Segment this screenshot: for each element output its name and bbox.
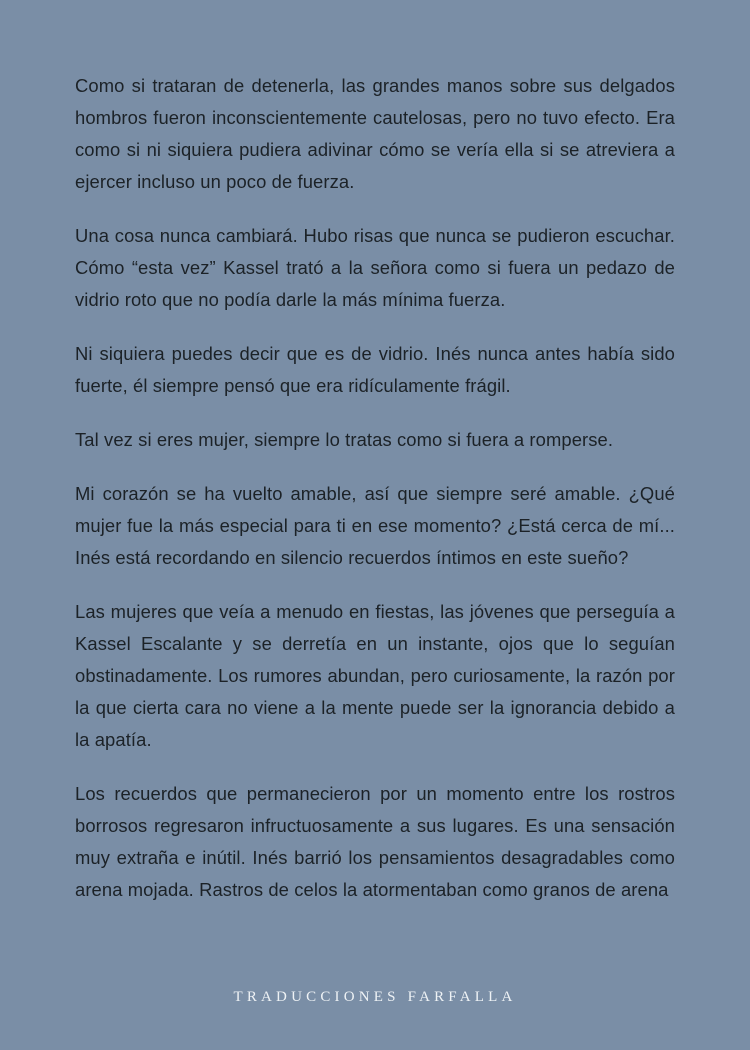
paragraph: Una cosa nunca cambiará. Hubo risas que nunca se pudieron escuchar. Cómo “esta vez” Kassel trató a la señora como si fuera un pedazo de vidrio roto que no podía darle la más mínima fuerza. — [75, 225, 675, 310]
translation-credit: TRADUCCIONES FARFALLA — [233, 989, 517, 1005]
paragraph: Tal vez si eres mujer, siempre lo tratas como si fuera a romperse. — [75, 429, 614, 450]
paragraph: Como si trataran de detenerla, las grandes manos sobre sus delgados hombros fueron inconscientemente cautelosas, pero no tuvo efecto. Era como si ni siquiera pudiera adivinar cómo se vería ella si se atreviera a ejercer incluso un poco de fuerza. — [75, 75, 675, 192]
paragraph: Los recuerdos que permanecieron por un momento entre los rostros borrosos regresaron infructuosamente a sus lugares. Es una sensación muy extraña e inútil. Inés barrió los pensamientos desagradables como arena mojada. Rastros de celos la atormentaban como granos de arena — [75, 783, 675, 900]
story-text-body — [75, 70, 675, 906]
paragraph: Las mujeres que veía a menudo en fiestas, las jóvenes que perseguía a Kassel Escalante y se derretía en un instante, ojos que lo seguían obstinadamente. Los rumores abundan, pero curiosamente, la razón por la que cierta cara no viene a la mente puede ser la ignorancia debido a la apatía. — [75, 601, 675, 750]
paragraph: Mi corazón se ha vuelto amable, así que siempre seré amable. ¿Qué mujer fue la más especial para ti en ese momento? ¿Está cerca de mí... Inés está recordando en silencio recuerdos íntimos en este sueño? — [75, 483, 675, 568]
paragraph: Ni siquiera puedes decir que es de vidrio. Inés nunca antes había sido fuerte, él siempre pensó que era ridículamente frágil. — [75, 343, 675, 396]
